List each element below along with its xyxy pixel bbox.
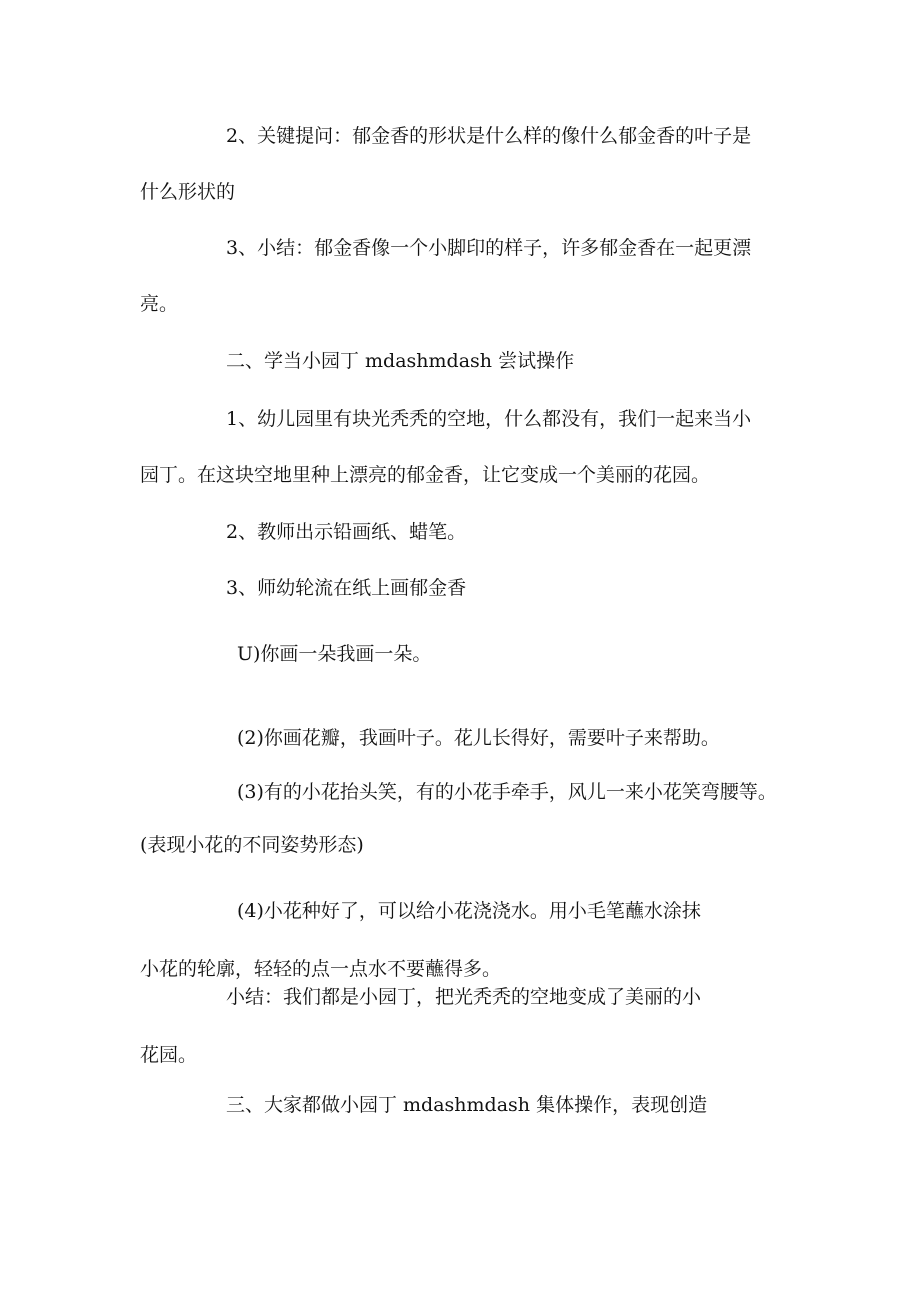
text-line: 3、小结：郁金香像一个小脚印的样子，许多郁金香在一起更漂 — [226, 237, 752, 259]
text-line: 园丁。在这块空地里种上漂亮的郁金香，让它变成一个美丽的花园。 — [140, 464, 711, 486]
text-line: U)你画一朵我画一朵。 — [237, 643, 432, 665]
text-line: (4)小花种好了，可以给小花浇浇水。用小毛笔蘸水涂抹 — [237, 900, 701, 922]
text-line: 3、师幼轮流在纸上画郁金香 — [226, 577, 467, 599]
text-line: 2、关键提问：郁金香的形状是什么样的像什么郁金香的叶子是 — [226, 125, 752, 147]
text-line: (表现小花的不同姿势形态) — [140, 834, 364, 856]
text-line: 亮。 — [140, 293, 179, 315]
text-line: (3)有的小花抬头笑，有的小花手牵手，风儿一来小花笑弯腰等。 — [237, 781, 777, 803]
text-line: 什么形状的 — [140, 181, 236, 203]
text-line: 小花的轮廓，轻轻的点一点水不要蘸得多。 — [140, 958, 502, 980]
text-line: 小结：我们都是小园丁，把光秃秃的空地变成了美丽的小 — [226, 986, 702, 1008]
text-line: 2、教师出示铅画纸、蜡笔。 — [226, 521, 467, 543]
section-heading: 三、大家都做小园丁 mdashmdash 集体操作，表现创造 — [226, 1094, 708, 1116]
text-line: 花园。 — [140, 1044, 198, 1066]
text-line: (2)你画花瓣，我画叶子。花儿长得好，需要叶子来帮助。 — [237, 727, 720, 749]
text-line: 1、幼儿园里有块光秃秃的空地，什么都没有，我们一起来当小 — [226, 408, 752, 430]
section-heading: 二、学当小园丁 mdashmdash 尝试操作 — [226, 350, 575, 372]
